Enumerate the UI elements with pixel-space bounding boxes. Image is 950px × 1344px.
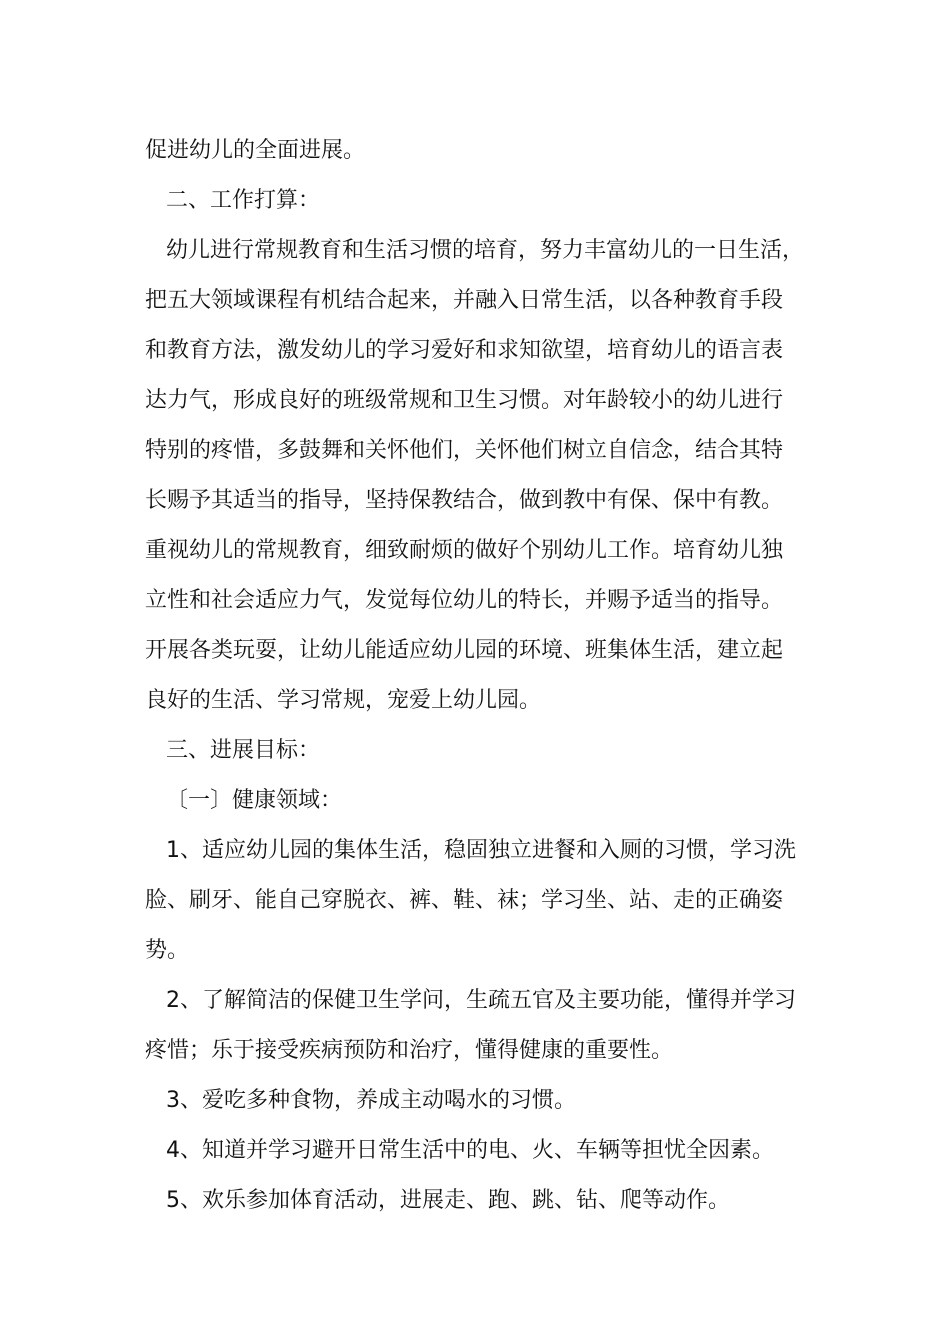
list-item-3: 3、爱吃多种食物，养成主动喝水的习惯。 (166, 1088, 576, 1113)
paragraph-line: 重视幼儿的常规教育，细致耐烦的做好个别幼儿工作。培育幼儿独 (145, 538, 784, 563)
paragraph-line: 开展各类玩耍，让幼儿能适应幼儿园的环境、班集体生活，建立起 (145, 638, 784, 663)
paragraph-line: 特别的疼惜，多鼓舞和关怀他们，关怀他们树立自信念，结合其特 (145, 438, 784, 463)
list-item-2-line: 2、了解简洁的保健卫生学问，生疏五官及主要功能，懂得并学习 (166, 988, 796, 1013)
paragraph-line: 和教育方法，激发幼儿的学习爱好和求知欲望，培育幼儿的语言表 (145, 338, 784, 363)
subsection-heading-health: 〔一〕健康领域： (166, 788, 343, 813)
paragraph-line: 达力气，形成良好的班级常规和卫生习惯。对年龄较小的幼儿进行 (145, 388, 784, 413)
paragraph-line: 长赐予其适当的指导，坚持保教结合，做到教中有保、保中有教。 (145, 488, 784, 513)
section-heading-work-plan: 二、工作打算： (166, 188, 321, 213)
paragraph-line: 幼儿进行常规教育和生活习惯的培育，努力丰富幼儿的一日生活， (166, 238, 805, 263)
paragraph-line: 立性和社会适应力气，发觉每位幼儿的特长，并赐予适当的指导。 (145, 588, 784, 613)
list-item-5: 5、欢乐参加体育活动，进展走、跑、跳、钻、爬等动作。 (166, 1188, 730, 1213)
list-item-1-line: 脸、刷牙、能自己穿脱衣、裤、鞋、袜；学习坐、站、走的正确姿 (145, 888, 784, 913)
list-item-1-line: 1、适应幼儿园的集体生活，稳固独立进餐和入厕的习惯，学习洗 (166, 838, 796, 863)
list-item-4: 4、知道并学习避开日常生活中的电、火、车辆等担忧全因素。 (166, 1138, 774, 1163)
paragraph-line: 把五大领域课程有机结合起来，并融入日常生活，以各种教育手段 (145, 288, 784, 313)
list-item-2-line: 疼惜；乐于接受疾病预防和治疗，懂得健康的重要性。 (145, 1038, 674, 1063)
section-heading-development-goals: 三、进展目标： (166, 738, 321, 763)
paragraph-line: 良好的生活、学习常规，宠爱上幼儿园。 (145, 688, 542, 713)
paragraph-continuation-line: 促进幼儿的全面进展。 (145, 138, 366, 163)
list-item-1-line: 势。 (145, 938, 190, 963)
